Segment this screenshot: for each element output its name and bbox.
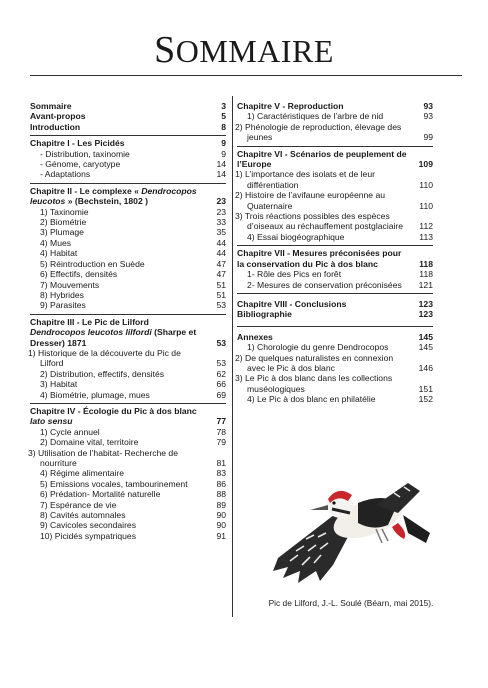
- chapter-heading[interactable]: Chapitre V - Reproduction 93: [237, 101, 433, 111]
- toc-annexes: [237, 327, 433, 408]
- toc-item[interactable]: 2) Distribution, effectifs, densités 62: [40, 368, 226, 379]
- toc-item[interactable]: 1) Caractéristiques de l’arbre de nid 93: [247, 111, 433, 122]
- toc-chapter-3: [30, 315, 226, 404]
- toc-item[interactable]: 1) Taxinomie 23: [40, 206, 226, 217]
- chapter-heading[interactable]: Chapitre VI - Scénarios de peuplement de l’Europe 109: [237, 148, 433, 170]
- toc-item[interactable]: 1) Cycle annuel 78: [40, 426, 226, 437]
- chapter-heading[interactable]: Chapitre II - Le complexe « Dendrocopos leucotos » (Bechstein, 1802 ) 23: [30, 185, 226, 207]
- toc-item[interactable]: 1- Rôle des Pics en forêt 118: [247, 269, 433, 280]
- toc-item[interactable]: 4) Régime alimentaire 83: [40, 468, 226, 479]
- toc-item[interactable]: 6) Prédation- Mortalité naturelle 88: [40, 489, 226, 500]
- chapter-heading[interactable]: Chapitre III - Le Pic de Lilford Dendrocopos leucotos lilfordi (Sharpe et Dresser) 1871 53: [30, 316, 226, 348]
- toc-item[interactable]: 9) Cavicoles secondaires 90: [40, 520, 226, 531]
- toc-item[interactable]: 3) Habitat 66: [40, 379, 226, 390]
- toc-item[interactable]: 8) Cavités automnales 90: [40, 510, 226, 521]
- chapter-heading[interactable]: Chapitre VII - Mesures préconisées pour la conservation du Pic à dos blanc 118: [237, 248, 433, 269]
- toc-item[interactable]: 4) Mues 44: [40, 237, 226, 248]
- toc-item[interactable]: 8) Hybrides 51: [40, 289, 226, 300]
- column-divider: [232, 96, 233, 617]
- toc-front-section: [30, 98, 226, 136]
- toc-item[interactable]: 6) Effectifs, densités 47: [40, 269, 226, 280]
- toc-left-column: [30, 98, 226, 544]
- toc-item[interactable]: 2) Biométrie 33: [40, 217, 226, 228]
- toc-item[interactable]: - Adaptations 14: [40, 169, 226, 180]
- chapter-heading[interactable]: Chapitre I - Les Picidés 9: [30, 138, 226, 149]
- toc-item[interactable]: 1) Historique de la découverte du Pic de Lilford 53: [28, 347, 226, 369]
- page-title: SOMMAIRE: [154, 29, 334, 71]
- toc-entry-bibliographie[interactable]: Bibliographie 123: [237, 309, 433, 320]
- toc-entry-avant-propos[interactable]: Avant-propos 5: [30, 111, 226, 122]
- toc-item[interactable]: - Génome, caryotype 14: [40, 159, 226, 170]
- toc-chapter-7: [237, 246, 433, 294]
- toc-item[interactable]: 4) Essai biogéographique 113: [247, 231, 433, 242]
- chapter-heading[interactable]: Chapitre IV - Écologie du Pic à dos blanc lato sensu 77: [30, 405, 226, 427]
- toc-item[interactable]: 4) Biométrie, plumage, mues 69: [40, 389, 226, 400]
- toc-item[interactable]: 5) Réintroduction en Suède 47: [40, 258, 226, 269]
- toc-item[interactable]: 2) Histoire de l’avifaune européenne au Quaternaire 110: [235, 190, 433, 211]
- toc-item[interactable]: 2) Phénologie de reproduction, élevage des jeunes 99: [235, 121, 433, 143]
- toc-chapter-1: [30, 136, 226, 184]
- toc-item[interactable]: 4) Le Pic à dos blanc en philatélie 152: [247, 394, 433, 405]
- toc-chapter-8: [237, 294, 433, 327]
- toc-chapter-6: [237, 147, 433, 247]
- toc-item[interactable]: 2) Domaine vital, territoire 79: [40, 437, 226, 448]
- title-rule: [30, 75, 462, 76]
- toc-item[interactable]: 3) Utilisation de l’habitat- Recherche de nourriture 81: [28, 447, 226, 468]
- toc-item[interactable]: 10) Picidés sympatriques 91: [40, 530, 226, 541]
- toc-item[interactable]: 3) Le Pic à dos blanc dans les collections muséologiques 151: [235, 373, 433, 394]
- photo-caption: Pic de Lilford, J.-L. Soulé (Béarn, mai 2015).: [268, 598, 434, 608]
- toc-entry-introduction[interactable]: Introduction 8: [30, 121, 226, 132]
- toc-right-column: [237, 98, 433, 408]
- toc-chapter-5: [237, 98, 433, 147]
- toc-item[interactable]: 5) Emissions vocales, tambourinement 86: [40, 478, 226, 489]
- toc-item[interactable]: 3) Plumage 35: [40, 227, 226, 238]
- toc-item[interactable]: 4) Habitat 44: [40, 248, 226, 259]
- chapter-heading[interactable]: Chapitre VIII - Conclusions 123: [237, 298, 433, 309]
- woodpecker-photo: [258, 463, 458, 588]
- toc-item[interactable]: 3) Trois réactions possibles des espèces d’oiseaux au réchauffement postglaciaire 112: [235, 211, 433, 232]
- toc-item[interactable]: 1) L’importance des isolats et de leur différentiation 110: [235, 169, 433, 190]
- toc-item[interactable]: 1) Chorologie du genre Dendrocopos 145: [247, 342, 433, 353]
- toc-item[interactable]: 7) Mouvements 51: [40, 279, 226, 290]
- toc-item[interactable]: 2) De quelques naturalistes en connexion avec le Pic à dos blanc 146: [235, 352, 433, 373]
- toc-item[interactable]: 7) Espérance de vie 89: [40, 499, 226, 510]
- toc-item[interactable]: - Distribution, taxinomie 9: [40, 148, 226, 159]
- toc-item[interactable]: 2- Mesures de conservation préconisées 121: [247, 279, 433, 290]
- chapter-heading[interactable]: Annexes 145: [237, 331, 433, 342]
- toc-item[interactable]: 9) Parasites 53: [40, 300, 226, 311]
- toc-entry-sommaire[interactable]: Sommaire 3: [30, 101, 226, 111]
- toc-chapter-2: [30, 184, 226, 315]
- toc-chapter-4: [30, 404, 226, 544]
